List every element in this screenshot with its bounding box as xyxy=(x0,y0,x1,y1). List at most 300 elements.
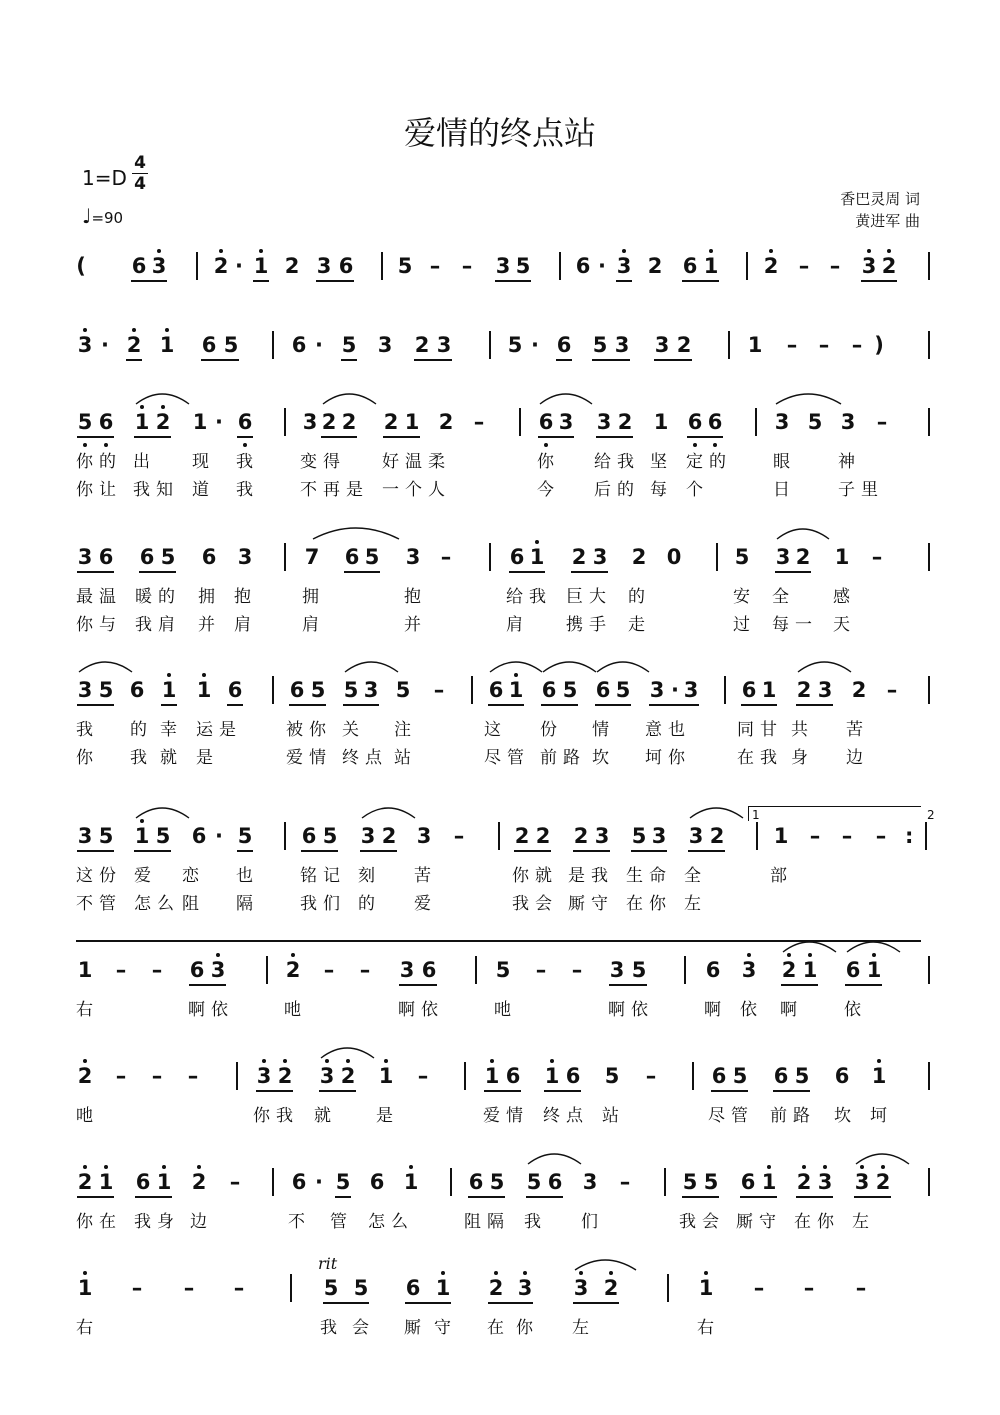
underline-beam xyxy=(573,1302,619,1304)
dash: – xyxy=(151,1064,163,1088)
note: 2 xyxy=(277,1064,293,1088)
note: 5 xyxy=(335,1170,351,1194)
octave-high-dot xyxy=(535,540,539,544)
lyric-syllable: 尽管 xyxy=(708,1106,754,1126)
underline-beam xyxy=(360,850,397,852)
underline-beam xyxy=(77,571,114,573)
note: 1 xyxy=(98,1170,114,1194)
lyric-syllable: 尽管 xyxy=(484,748,530,768)
lyric-syllable: 每一 xyxy=(772,615,818,635)
octave-high-dot xyxy=(216,953,220,957)
note: 1 xyxy=(761,678,777,702)
lyric-syllable: 吔 xyxy=(76,1106,99,1126)
note: 2 xyxy=(631,545,647,569)
octave-high-dot xyxy=(219,249,223,253)
lyric-syllable: 坚 xyxy=(650,452,673,472)
dot: · xyxy=(101,333,109,357)
lyric-syllable: 怎么 xyxy=(368,1212,414,1232)
note: 3 xyxy=(582,1170,598,1194)
note: 3 xyxy=(377,333,393,357)
note: 1 xyxy=(196,678,212,702)
barline xyxy=(489,331,491,359)
underline-beam xyxy=(139,571,176,573)
note: 5 xyxy=(562,678,578,702)
note: : xyxy=(905,824,914,848)
dash: – xyxy=(151,958,163,982)
barline xyxy=(272,676,274,704)
underline-beam xyxy=(796,1196,833,1198)
note: 5 xyxy=(343,678,359,702)
lyric-syllable: 爱 xyxy=(134,866,157,886)
lyric-syllable: 爱情 xyxy=(483,1106,529,1126)
note: 6 xyxy=(773,1064,789,1088)
lyric-syllable: 不 xyxy=(288,1212,311,1232)
slur-arc xyxy=(78,660,134,674)
note: 1 xyxy=(404,410,420,434)
note: 1 xyxy=(508,678,524,702)
lyric-syllable: 全 xyxy=(684,866,707,886)
note: 3 xyxy=(654,333,670,357)
octave-low-dot xyxy=(243,443,247,447)
lyric-syllable: 的 xyxy=(628,587,651,607)
note: 6 xyxy=(129,678,145,702)
note: 6 xyxy=(201,333,217,357)
underline-beam xyxy=(383,436,420,438)
octave-high-dot xyxy=(769,249,773,253)
lyric-syllable: 站 xyxy=(602,1106,625,1126)
note: 1 xyxy=(871,1064,887,1088)
note: 3 xyxy=(237,545,253,569)
lyric-syllable: 右 xyxy=(76,1000,99,1020)
lyric-syllable: 运是 xyxy=(196,720,242,740)
underline-beam xyxy=(134,850,171,852)
underline-beam xyxy=(654,359,692,361)
lyric-syllable: 我 xyxy=(236,480,259,500)
note: 3 xyxy=(649,678,665,702)
slur-arc xyxy=(344,660,400,674)
lyric-syllable: 你与 xyxy=(76,615,122,635)
barline xyxy=(266,956,268,984)
lyric-syllable: 是 xyxy=(196,748,219,768)
lyric-syllable: 啊依 xyxy=(608,1000,654,1020)
note: 6 xyxy=(538,410,554,434)
note: 6 xyxy=(741,678,757,702)
underline-beam xyxy=(343,704,379,706)
note: 2 xyxy=(126,333,142,357)
underline-beam xyxy=(514,850,551,852)
underline-beam xyxy=(237,436,253,438)
barline xyxy=(519,408,521,436)
slur-arc xyxy=(855,1152,911,1166)
note: 6 xyxy=(405,1276,421,1300)
lyric-syllable: 隔 xyxy=(236,894,259,914)
lyric-syllable: 份 xyxy=(540,720,563,740)
dash: – xyxy=(645,1064,657,1088)
note: 6 xyxy=(468,1170,484,1194)
note: 3 xyxy=(614,333,630,357)
note: 2 xyxy=(321,410,337,434)
lyric-syllable: 现 xyxy=(192,452,215,472)
lyric-syllable: 就 xyxy=(314,1106,337,1126)
lyric-syllable: 天 xyxy=(833,615,856,635)
note: 3 xyxy=(651,824,667,848)
note: 3 xyxy=(683,678,699,702)
underline-beam xyxy=(488,704,524,706)
lyric-syllable: 在 xyxy=(487,1318,510,1338)
lyric-syllable: 变得 xyxy=(300,452,346,472)
underline-beam xyxy=(796,704,833,706)
note: 5 xyxy=(364,545,380,569)
first-ending-number: 1 xyxy=(752,808,760,822)
note: 6 xyxy=(291,1170,307,1194)
underline-beam xyxy=(649,704,699,706)
lyric-syllable: 拥 xyxy=(302,587,325,607)
dash: – xyxy=(619,1170,631,1194)
underline-beam xyxy=(227,704,243,706)
lyric-syllable: 情 xyxy=(592,720,615,740)
tempo-value: =90 xyxy=(91,209,124,227)
octave-high-dot xyxy=(409,1165,413,1169)
underline-beam xyxy=(616,280,632,282)
underline-beam xyxy=(256,1090,293,1092)
underline-beam xyxy=(189,984,226,986)
barline xyxy=(284,822,286,850)
lyric-syllable: 我们 xyxy=(300,894,346,914)
second-ending-number: 2 xyxy=(927,808,935,822)
lyric-syllable: 是 xyxy=(376,1106,399,1126)
note: 2 xyxy=(77,1170,93,1194)
lyric-syllable: 边 xyxy=(846,748,869,768)
note: 2 xyxy=(285,958,301,982)
underline-beam xyxy=(289,704,326,706)
lyric-syllable: 怎么 xyxy=(134,894,180,914)
note: 6 xyxy=(547,1170,563,1194)
lyric-syllable: 这 xyxy=(484,720,507,740)
octave-low-dot xyxy=(544,443,548,447)
octave-high-dot xyxy=(83,1271,87,1275)
slur-arc xyxy=(135,392,191,406)
lyric-syllable: 眼 xyxy=(773,452,796,472)
note: 6 xyxy=(687,410,703,434)
note: 5 xyxy=(323,1276,339,1300)
underline-beam xyxy=(845,984,882,986)
slur-arc xyxy=(797,660,853,674)
barline xyxy=(928,543,930,571)
lyric-syllable: 过 xyxy=(733,615,756,635)
octave-high-dot xyxy=(262,1059,266,1063)
lyric-syllable: 个 xyxy=(686,480,709,500)
note: 3 xyxy=(77,678,93,702)
lyric-syllable: 后的 xyxy=(594,480,640,500)
lyric-syllable: 并 xyxy=(404,615,427,635)
note: 3 xyxy=(573,1276,589,1300)
underline-beam xyxy=(526,1196,563,1198)
underline-beam xyxy=(688,850,725,852)
underline-beam xyxy=(556,359,572,361)
octave-low-dot xyxy=(104,443,108,447)
underline-beam xyxy=(405,1302,451,1304)
lyric-syllable: 你 xyxy=(516,1318,539,1338)
composer-credit: 黄进军 曲 xyxy=(855,212,920,230)
note: 6 xyxy=(711,1064,727,1088)
note: 5 xyxy=(322,824,338,848)
note: 0 xyxy=(666,545,682,569)
note: 3 xyxy=(319,1064,335,1088)
note: 6 xyxy=(509,545,525,569)
note: 2 xyxy=(77,1064,93,1088)
barline xyxy=(272,331,274,359)
note: 1 xyxy=(529,545,545,569)
octave-low-dot xyxy=(693,443,697,447)
note: 1 xyxy=(161,678,177,702)
note: 2 xyxy=(796,1170,812,1194)
lyric-syllable: 们 xyxy=(581,1212,604,1232)
note: 5 xyxy=(353,1276,369,1300)
underline-beam xyxy=(77,1196,114,1198)
underline-beam xyxy=(161,704,177,706)
note: 6 xyxy=(98,545,114,569)
underline-beam xyxy=(541,704,578,706)
note: 3 xyxy=(151,254,167,278)
barline xyxy=(475,956,477,984)
note: 2 xyxy=(571,545,587,569)
lyric-syllable: 啊依 xyxy=(398,1000,444,1020)
note: 5 xyxy=(507,333,523,357)
dash: – xyxy=(855,1276,867,1300)
note: 6 xyxy=(189,958,205,982)
note: 1 xyxy=(761,1170,777,1194)
lyric-syllable: 啊 xyxy=(704,1000,727,1020)
note: 2 xyxy=(881,254,897,278)
lyric-syllable: 管 xyxy=(330,1212,353,1232)
underline-beam xyxy=(468,1196,505,1198)
octave-high-dot xyxy=(104,1165,108,1169)
note: 3 xyxy=(861,254,877,278)
lyric-syllable: 前路 xyxy=(540,748,586,768)
note: 3 xyxy=(517,1276,533,1300)
note: 1 xyxy=(156,1170,172,1194)
octave-high-dot xyxy=(384,1059,388,1063)
dash: – xyxy=(183,1276,195,1300)
lyric-syllable: 坎 xyxy=(592,748,615,768)
underline-beam xyxy=(77,704,114,706)
barline xyxy=(498,822,500,850)
dot: · xyxy=(215,410,223,434)
note: 3 xyxy=(817,1170,833,1194)
dash: – xyxy=(440,545,452,569)
octave-high-dot xyxy=(167,673,171,677)
note: 2 xyxy=(535,824,551,848)
octave-high-dot xyxy=(877,1059,881,1063)
note: 1 xyxy=(802,958,818,982)
lyric-syllable: 右 xyxy=(76,1318,99,1338)
underline-beam xyxy=(131,280,167,282)
quarter-note-icon: ♩ xyxy=(82,204,92,228)
note: 1 xyxy=(698,1276,714,1300)
underline-beam xyxy=(126,359,142,361)
note: 1 xyxy=(544,1064,560,1088)
lyric-syllable: 厮守 xyxy=(736,1212,782,1232)
dash: – xyxy=(875,824,887,848)
dash: – xyxy=(818,333,830,357)
note: 5 xyxy=(155,824,171,848)
underline-beam xyxy=(854,1196,891,1198)
slur-arc xyxy=(776,527,831,541)
note: 5 xyxy=(526,1170,542,1194)
lyric-syllable: 好温 xyxy=(382,452,428,472)
slur-arc xyxy=(489,660,544,674)
barline xyxy=(928,956,930,984)
octave-high-dot xyxy=(622,249,626,253)
barline xyxy=(664,1168,666,1196)
lyric-syllable: 前路 xyxy=(770,1106,816,1126)
note: 2 xyxy=(383,410,399,434)
lyric-syllable: 厮 xyxy=(404,1318,427,1338)
octave-high-dot xyxy=(441,1271,445,1275)
lyric-syllable: 不管 xyxy=(76,894,122,914)
time-signature xyxy=(132,154,148,193)
note: 3 xyxy=(302,410,318,434)
lyric-syllable: 一个 xyxy=(382,480,428,500)
note: 1 xyxy=(134,410,150,434)
lyric-syllable: 铭记 xyxy=(300,866,346,886)
barline xyxy=(471,676,473,704)
lyric-syllable: 厮守 xyxy=(568,894,614,914)
note: 5 xyxy=(604,1064,620,1088)
note: 6 xyxy=(707,410,723,434)
lyric-syllable: 柔 xyxy=(428,452,451,472)
dash: – xyxy=(229,1170,241,1194)
note: 5 xyxy=(631,958,647,982)
dash: – xyxy=(115,1064,127,1088)
underline-beam xyxy=(592,359,630,361)
ritardando-marking: rit xyxy=(318,1254,338,1273)
underline-beam xyxy=(682,280,719,282)
slur-arc xyxy=(574,1258,638,1272)
lyric-syllable: 刻 xyxy=(358,866,381,886)
note: 3 xyxy=(774,410,790,434)
octave-high-dot xyxy=(709,249,713,253)
note: 3 xyxy=(592,545,608,569)
lyric-syllable: 在你 xyxy=(794,1212,840,1232)
note: ) xyxy=(874,333,884,357)
barline xyxy=(928,331,930,359)
underline-beam xyxy=(319,1090,356,1092)
note: 2 xyxy=(709,824,725,848)
octave-high-dot xyxy=(823,1165,827,1169)
dot: · xyxy=(315,1170,323,1194)
dash: – xyxy=(535,958,547,982)
lyric-syllable: 你我 xyxy=(253,1106,299,1126)
note: 5 xyxy=(682,1170,698,1194)
lyric-syllable: 关 xyxy=(342,720,365,740)
barline xyxy=(728,331,730,359)
underline-beam xyxy=(538,436,574,438)
octave-high-dot xyxy=(157,249,161,253)
dash: – xyxy=(871,545,883,569)
barline xyxy=(464,1062,466,1090)
note: 2 xyxy=(340,1064,356,1088)
note: 3 xyxy=(77,824,93,848)
slur-arc xyxy=(322,392,378,406)
time-signature-top: 4 xyxy=(134,153,146,173)
barline xyxy=(925,822,927,850)
barline xyxy=(272,1168,274,1196)
song-title: 爱情的终点站 xyxy=(403,114,596,152)
note: 7 xyxy=(304,545,320,569)
lyric-syllable: 子里 xyxy=(838,480,884,500)
dash: – xyxy=(323,958,335,982)
lyric-syllable: 我 xyxy=(524,1212,547,1232)
lyric-syllable: 这份 xyxy=(76,866,122,886)
note: 3 xyxy=(840,410,856,434)
note: 2 xyxy=(781,958,797,982)
note: 2 xyxy=(851,678,867,702)
barline xyxy=(290,1274,292,1302)
note: 2 xyxy=(796,678,812,702)
note: 2 xyxy=(488,1276,504,1300)
lyric-syllable: 走 xyxy=(628,615,651,635)
lyric-syllable: 苦 xyxy=(846,720,869,740)
lyric-syllable: 终点 xyxy=(543,1106,589,1126)
note: 5 xyxy=(794,1064,810,1088)
underline-beam xyxy=(488,1302,533,1304)
lyric-syllable: 暖的 xyxy=(135,587,181,607)
octave-high-dot xyxy=(550,1059,554,1063)
note: 6 xyxy=(541,678,557,702)
dash: – xyxy=(417,1064,429,1088)
slur-arc xyxy=(596,660,651,674)
dash: – xyxy=(803,1276,815,1300)
note: 3 xyxy=(596,410,612,434)
note: 2 xyxy=(341,410,357,434)
underline-beam xyxy=(544,1090,581,1092)
note: 6 xyxy=(595,678,611,702)
lyric-syllable: 坎 xyxy=(834,1106,857,1126)
underline-beam xyxy=(509,571,545,573)
note: 5 xyxy=(489,1170,505,1194)
lyric-syllable: 我 xyxy=(236,452,259,472)
barline xyxy=(746,252,748,280)
note: 1 xyxy=(435,1276,451,1300)
note: 5 xyxy=(495,958,511,982)
note: 5 xyxy=(237,824,253,848)
lyric-syllable: 共 xyxy=(791,720,814,740)
note: 1 xyxy=(77,1276,93,1300)
lyric-syllable: 守 xyxy=(434,1318,457,1338)
dash: – xyxy=(753,1276,765,1300)
note: 3 xyxy=(77,545,93,569)
note: 6 xyxy=(565,1064,581,1088)
octave-high-dot xyxy=(132,328,136,332)
lyric-syllable: 幸 xyxy=(160,720,183,740)
lyric-syllable: 左 xyxy=(852,1212,875,1232)
barline xyxy=(450,1168,452,1196)
octave-high-dot xyxy=(867,249,871,253)
lyric-syllable: 你让 xyxy=(76,480,122,500)
barline xyxy=(196,252,198,280)
lyric-syllable: 日 xyxy=(773,480,796,500)
lyric-syllable: 携手 xyxy=(566,615,612,635)
note: 3 xyxy=(436,333,452,357)
note: 2 xyxy=(603,1276,619,1300)
dash: – xyxy=(115,958,127,982)
lyric-syllable: 给我 xyxy=(506,587,552,607)
lyric-syllable: 抱 xyxy=(404,587,427,607)
underline-beam xyxy=(77,436,114,438)
note: 2 xyxy=(414,333,430,357)
lyric-syllable: 在我 xyxy=(737,748,783,768)
